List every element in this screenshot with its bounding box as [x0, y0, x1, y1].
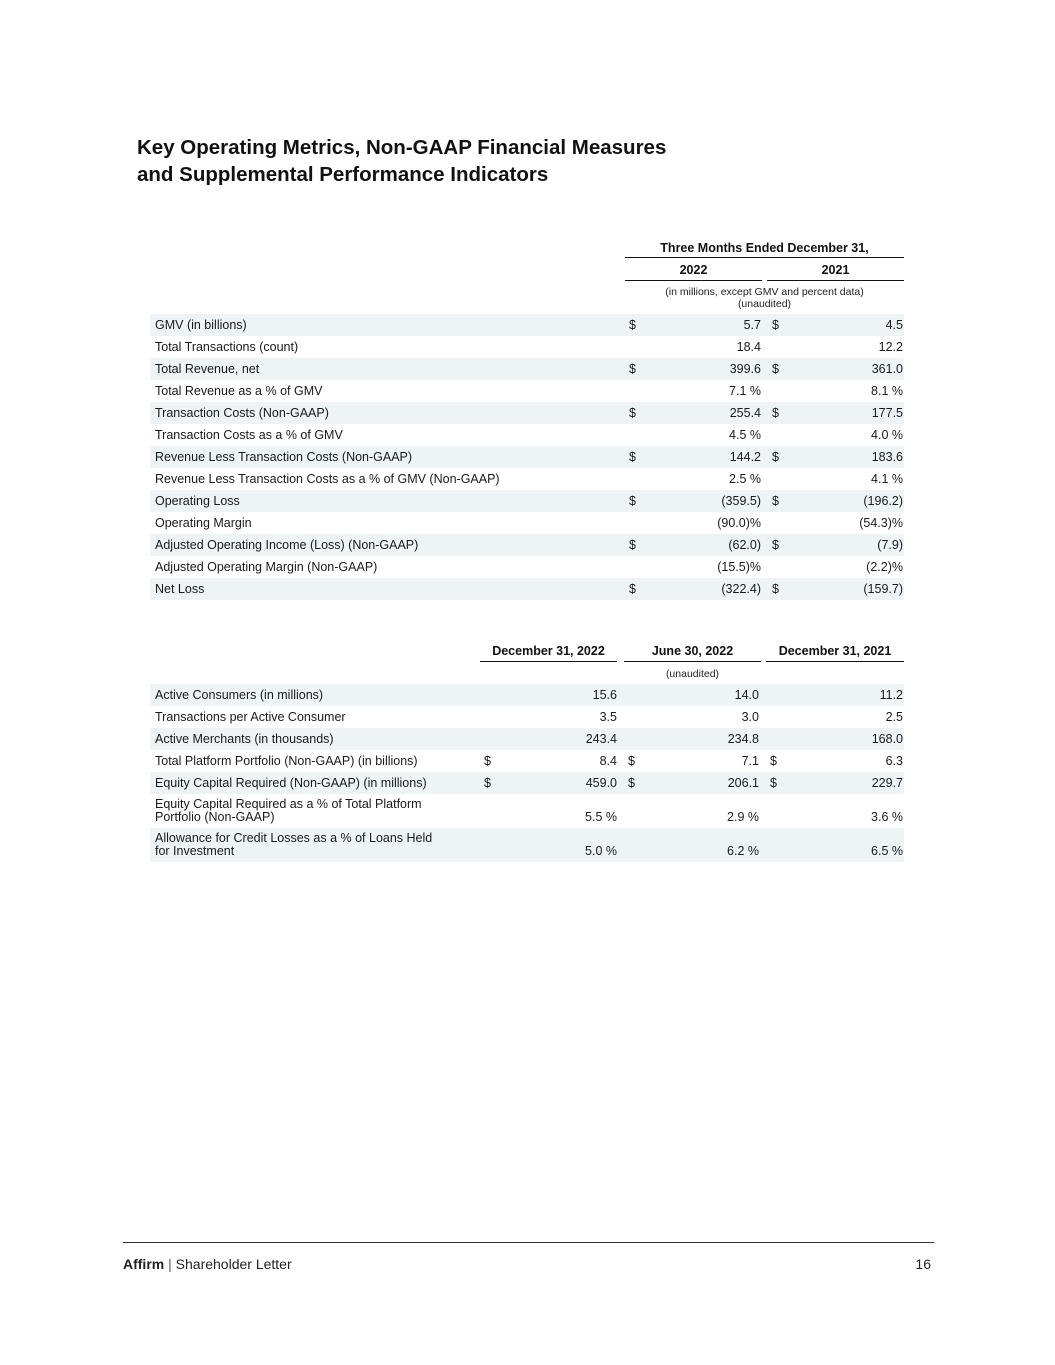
currency-symbol: $	[629, 538, 636, 552]
value-2022: (322.4)	[721, 582, 761, 596]
table-row	[150, 556, 904, 578]
table-row	[150, 706, 904, 728]
value-2022: (15.5)%	[717, 560, 761, 574]
row-label	[155, 777, 427, 790]
value-2021: 8.1 %	[871, 384, 903, 398]
row-label-line-1: Total Platform Portfolio (Non-GAAP) (in billions)	[155, 754, 418, 768]
value-jun-2022: 234.8	[727, 732, 759, 746]
value-2021: (7.9)	[877, 538, 903, 552]
row-label: Transaction Costs (Non-GAAP)	[155, 406, 329, 420]
column-rule-dec-2022	[480, 661, 617, 662]
value-2022: 2.5 %	[729, 472, 761, 486]
row-label-line-2: for Investment	[155, 844, 235, 858]
currency-symbol: $	[484, 776, 491, 790]
row-label	[155, 689, 323, 702]
value-dec-2021: 11.2	[879, 688, 903, 702]
value-2022: (359.5)	[721, 494, 761, 508]
row-label: Transaction Costs as a % of GMV	[155, 428, 343, 442]
table-row	[150, 794, 904, 828]
value-2022: (90.0)%	[717, 516, 761, 530]
value-dec-2021: 6.5 %	[871, 844, 903, 858]
value-dec-2022: 3.5	[599, 710, 617, 724]
row-label: Total Revenue, net	[155, 362, 260, 376]
row-label: Operating Margin	[155, 516, 252, 530]
row-label	[155, 711, 346, 724]
row-label-line-1: Allowance for Credit Losses as a % of Loans Held	[155, 831, 433, 845]
value-2021: (2.2)%	[866, 560, 903, 574]
units-note	[625, 286, 904, 310]
value-jun-2022: 6.2 %	[727, 844, 759, 858]
currency-symbol: $	[770, 754, 777, 768]
row-label	[155, 798, 422, 824]
currency-symbol: $	[772, 494, 779, 508]
table-row	[150, 314, 904, 336]
value-2022: (62.0)	[728, 538, 761, 552]
brand-name: Affirm	[123, 1256, 165, 1272]
value-2022: 255.4	[729, 406, 761, 420]
currency-symbol: $	[772, 538, 779, 552]
currency-symbol: $	[629, 494, 636, 508]
value-dec-2021: 6.3	[885, 754, 903, 768]
row-label: GMV (in billions)	[155, 318, 247, 332]
footer-separator: |	[168, 1256, 172, 1272]
currency-symbol: $	[772, 582, 779, 596]
row-label: Total Revenue as a % of GMV	[155, 384, 323, 398]
currency-symbol: $	[770, 776, 777, 790]
value-dec-2021: 168.0	[871, 732, 903, 746]
unaudited-note: (unaudited)	[665, 668, 720, 680]
row-label-line-1: Transactions per Active Consumer	[155, 710, 346, 724]
value-dec-2021: 2.5	[885, 710, 903, 724]
currency-symbol: $	[628, 754, 635, 768]
value-dec-2022: 8.4	[599, 754, 617, 768]
row-label-line-1: Active Merchants (in thousands)	[155, 732, 334, 746]
table-row	[150, 358, 904, 380]
table-row	[150, 336, 904, 358]
row-label-line-1: Equity Capital Required as a % of Total Platform	[155, 797, 422, 811]
page-title	[137, 134, 757, 188]
table-row	[150, 468, 904, 490]
row-label-line-2: Portfolio (Non-GAAP)	[155, 810, 275, 824]
table-row	[150, 424, 904, 446]
value-2022: 18.4	[736, 340, 761, 354]
value-2021: 4.1 %	[871, 472, 903, 486]
value-dec-2022: 459.0	[585, 776, 617, 790]
column-header-dec-2022: December 31, 2022	[492, 644, 605, 658]
value-2022: 7.1 %	[729, 384, 761, 398]
currency-symbol: $	[484, 754, 491, 768]
value-2021: 183.6	[871, 450, 903, 464]
currency-symbol: $	[772, 362, 779, 376]
row-label-line-1: Active Consumers (in millions)	[155, 688, 324, 702]
row-label: Revenue Less Transaction Costs (Non-GAAP)	[155, 450, 413, 464]
value-dec-2022: 5.5 %	[585, 810, 617, 824]
table-row	[150, 402, 904, 424]
value-2021: (196.2)	[863, 494, 903, 508]
row-label: Operating Loss	[155, 494, 240, 508]
value-jun-2022: 7.1	[741, 754, 759, 768]
value-dec-2022: 15.6	[592, 688, 617, 702]
currency-symbol: $	[629, 362, 636, 376]
value-dec-2022: 243.4	[585, 732, 617, 746]
document-name: Shareholder Letter	[175, 1256, 292, 1272]
units-note-line-2: (unaudited)	[737, 298, 792, 310]
table-row	[150, 380, 904, 402]
footer-divider	[123, 1242, 934, 1243]
table-row	[150, 578, 904, 600]
value-2021: 12.2	[878, 340, 903, 354]
currency-symbol: $	[772, 406, 779, 420]
row-label: Adjusted Operating Income (Loss) (Non-GAAP)	[155, 538, 419, 552]
value-2021: 4.5	[885, 318, 903, 332]
currency-symbol: $	[628, 776, 635, 790]
column-rule-2021	[767, 280, 904, 281]
value-dec-2021: 229.7	[871, 776, 903, 790]
value-jun-2022: 2.9 %	[727, 810, 759, 824]
value-jun-2022: 206.1	[727, 776, 759, 790]
row-label: Total Transactions (count)	[155, 340, 299, 354]
row-label: Adjusted Operating Margin (Non-GAAP)	[155, 560, 378, 574]
table-row	[150, 728, 904, 750]
value-2021: 177.5	[871, 406, 903, 420]
currency-symbol: $	[772, 450, 779, 464]
table-row	[150, 750, 904, 772]
column-header-dec-2021: December 31, 2021	[778, 644, 892, 658]
page-title-line-1: Key Operating Metrics, Non-GAAP Financial Measures	[137, 136, 667, 159]
table-row	[150, 534, 904, 556]
table-row	[150, 772, 904, 794]
page-title-line-2: and Supplemental Performance Indicators	[137, 163, 549, 186]
row-label	[155, 733, 334, 746]
row-label-line-1: Equity Capital Required (Non-GAAP) (in millions)	[155, 776, 427, 790]
column-header-2021: 2021	[821, 263, 850, 277]
period-header: Three Months Ended December 31,	[660, 241, 869, 255]
column-rule-dec-2021	[766, 661, 904, 662]
table-row	[150, 490, 904, 512]
column-header-jun-2022: June 30, 2022	[651, 644, 734, 658]
table-row	[150, 828, 904, 862]
column-header-2022: 2022	[679, 263, 708, 277]
value-2022: 399.6	[729, 362, 761, 376]
value-2022: 144.2	[729, 450, 761, 464]
value-2021: 4.0 %	[871, 428, 903, 442]
header-rule	[625, 257, 904, 258]
units-note-line-1: (in millions, except GMV and percent data)	[665, 286, 864, 298]
value-2022: 5.7	[743, 318, 761, 332]
value-2022: 4.5 %	[729, 428, 761, 442]
page-number: 16	[915, 1256, 931, 1272]
row-label	[155, 755, 418, 768]
column-rule-2022	[625, 280, 762, 281]
value-jun-2022: 14.0	[734, 688, 759, 702]
value-jun-2022: 3.0	[741, 710, 759, 724]
currency-symbol: $	[629, 450, 636, 464]
footer-left	[123, 1256, 292, 1272]
currency-symbol: $	[629, 582, 636, 596]
table-row	[150, 684, 904, 706]
currency-symbol: $	[629, 406, 636, 420]
value-2021: (159.7)	[863, 582, 903, 596]
row-label	[155, 832, 432, 858]
value-dec-2022: 5.0 %	[585, 844, 617, 858]
table-row	[150, 446, 904, 468]
column-rule-jun-2022	[624, 661, 761, 662]
row-label: Net Loss	[155, 582, 205, 596]
currency-symbol: $	[772, 318, 779, 332]
table-row	[150, 512, 904, 534]
value-2021: 361.0	[871, 362, 903, 376]
value-dec-2021: 3.6 %	[871, 810, 903, 824]
row-label: Revenue Less Transaction Costs as a % of GMV (Non-GAAP)	[155, 472, 500, 486]
value-2021: (54.3)%	[859, 516, 903, 530]
currency-symbol: $	[629, 318, 636, 332]
